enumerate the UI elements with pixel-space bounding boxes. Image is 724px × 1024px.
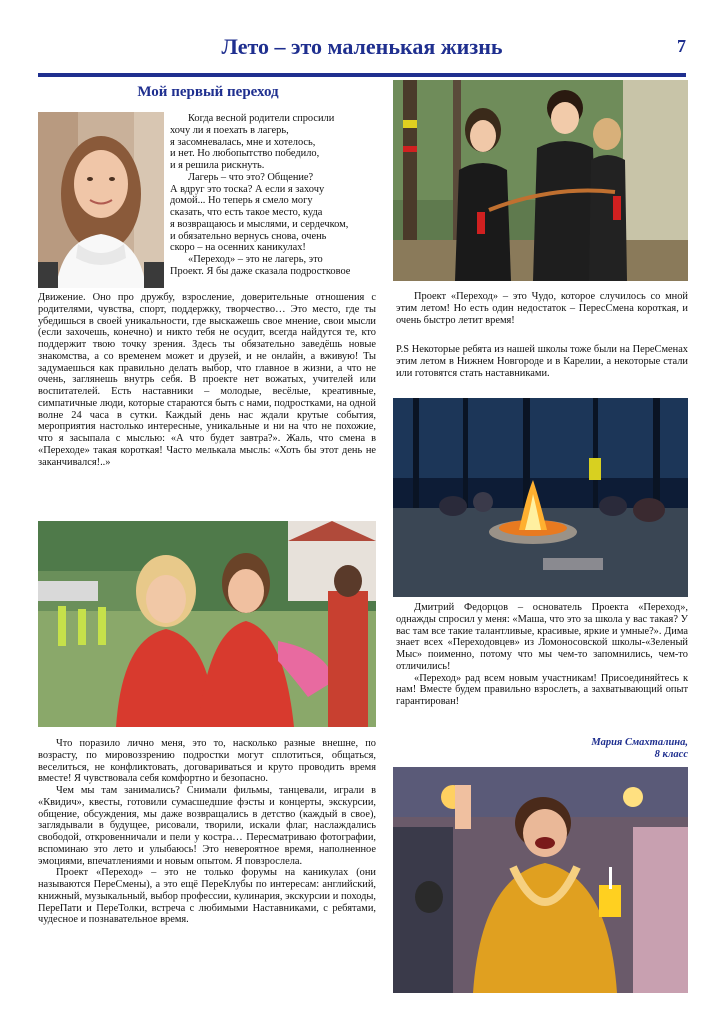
party-photo [393, 767, 688, 993]
page-number: 7 [677, 36, 686, 56]
paragraph-r4: «Переход» рад всем новым участникам! Присоединяйтесь к нам! Вместе будем правильно взрослеть, а захватывающий опыт гарантирован! [396, 672, 688, 707]
paragraph-2: Что поразило лично меня, это то, насколько разные внешне, по возрасту, по мировоззрению подростки могут сплотиться, общаться, веселиться, не конфликтовать, договариваться и круто проводить время вместе! Я чувствовала себя комфортно и безопасно. [38, 738, 376, 785]
intro-line: хочу ли я поехать в лагерь, [170, 124, 289, 136]
intro-line: А вдруг это тоска? А если я захочу [170, 183, 325, 195]
paragraph-1 [38, 292, 376, 468]
right-text-2 [396, 344, 688, 379]
article-title: Мой первый переход [137, 84, 279, 100]
intro-line: Когда весной родители спросили [188, 113, 335, 124]
intro-line: «Переход» – это не лагерь, это [188, 254, 323, 265]
intro-line: и обязательно вернусь снова, очень [170, 230, 327, 242]
intro-line: я засомневалась, мне и хотелось, [170, 136, 316, 148]
right-text-3 [396, 602, 688, 708]
lower-left-text [38, 738, 376, 926]
intro-line: я возвращаюсь и мыслями, и сердечком, [170, 218, 349, 230]
paragraph-3: Чем мы там занимались? Снимали фильмы, танцевали, играли в «Квидич», квесты, готовили сумасшедшие фэсты и концерты, экскурсии, общение, обсуждения, мы даже возвращались в детство (каждый в свое), заглядывали в будущее, рисовали, творили, искали флаг, наслаждались свободой, откровенничали и пели у костра… Пересматриваю фотографии, вспоминаю это лето и улыбаюсь! Это невероятное время, наполненное эмоциями, впечатлениями и новым опытом. Я повзрослела. [38, 785, 376, 867]
intro-line: скоро – на осенних каникулах! [170, 242, 306, 254]
header-divider [38, 73, 686, 77]
page-title: Лето – это маленькая жизнь [221, 34, 503, 59]
paragraph-r1: Проект «Переход» – это Чудо, которое случилось со мной этим летом! Но есть один недостаток – ПересСмена короткая, и очень быстро летит время! [396, 291, 688, 326]
right-text-1 [396, 291, 688, 326]
paragraph-4: Проект «Переход» – это не только форумы на каникулах (они называются ПереСмены), а это ещё ПереКлубы по интересам: английский, книжный, музыкальный, выбор профессии, кулинария, экскурсии и походы, ПереПати и ПереТолки, встреча с любимыми Наставниками, с ребятами, чудесное и познавательное время. [38, 867, 376, 926]
campfire-photo [393, 398, 688, 597]
paragraph-text: Движение. Оно про дружбу, взросление, доверительные отношения с родителями, чувства, спорт, поддержку, творчество… Это место, где ты убедишься в своей уникальности, где выскажешь свое мнение, свои мысли (если захочешь, конечно) и никто тебя не осудит, всегда найдутся те, кто поддержит твою точку зрения. Здесь ты обязательно заведёшь новые знакомства, а со временем может и друзей, и не онлайн, а вживую! Ты задумаешься как правильно делать выбор, что главное в жизни, а что не очень, заглянешь внутрь себя. В проекте нет вожатых, учителей или воспитателей. Есть наставники – молодые, весёлые, креативные, симпатичные люди, которые стараются быть с нами, подростками, на одной волне 24 часа в сутки. Каждый день нас ждали крутые события, мероприятия настолько интересные, уникальные и ни на что не похожие, что я засыпала с мыслью: «А что будет завтра?». Жаль, что смена в «Переходе» такая короткая! Часто мелькала мысль: «Хоть бы этот день не заканчивался!..» [38, 292, 376, 468]
author-signature [480, 737, 688, 761]
intro-line: домой... Но теперь я смело могу [170, 195, 313, 207]
rope-game-photo [393, 80, 688, 281]
intro-text [170, 113, 376, 278]
portrait-photo [38, 112, 164, 288]
paragraph-r3: Дмитрий Федорцов – основатель Проекта «Переход», однажды спросил у меня: «Маша, что это за школа у вас такая? У вас там все такие талантливые, красивые, яркие и умные?». Дима знает всех «Переходовцев» из Ломоносовской школы-«Зеленый Мыс» поименно, потому что мы чем-то запомнились, чем-то отличились! [396, 602, 688, 672]
intro-line: Проект. Я бы даже сказала подростковое [170, 265, 351, 277]
intro-line: Лагерь – что это? Общение? [188, 171, 314, 183]
author-class: 8 класс [654, 749, 688, 760]
intro-line: и я решила рискнуть. [170, 160, 265, 171]
intro-line: сказать, что есть такое место, куда [170, 207, 323, 218]
author-name: Мария Смахталина, [591, 737, 688, 748]
paragraph-r2: P.S Некоторые ребята из нашей школы тоже были на ПереСменах этим летом в Нижнем Новгороде и в Карелии, а некоторые стали или готовятся стать наставниками. [396, 344, 688, 379]
intro-line: и нет. Но любопытство победило, [170, 148, 320, 160]
friends-photo [38, 521, 376, 727]
